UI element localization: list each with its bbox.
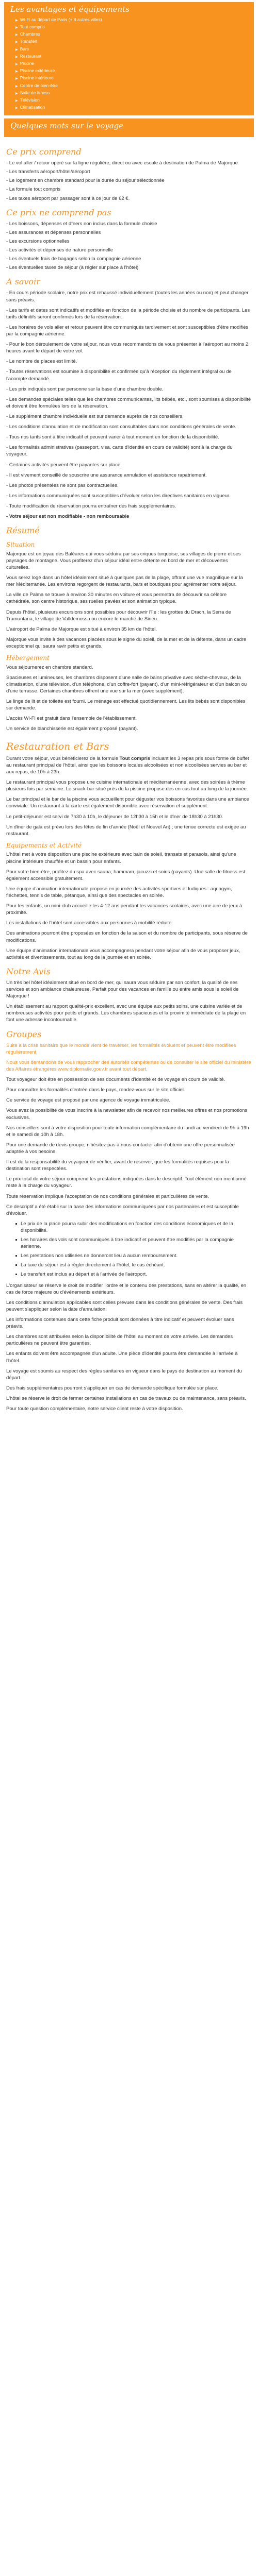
info-paragraph: Ce descriptif a été établi sur la base des informations communiquées par nos partenaires et est susceptible d'évoluer. — [6, 1204, 239, 1216]
accommodation-paragraph: L'accès Wi-Fi est gratuit dans l'ensemble de l'établissement. — [6, 716, 137, 722]
all-inclusive-emphasis: Tout compris — [119, 755, 151, 761]
feature-item — [15, 53, 249, 60]
dining-text — [6, 755, 252, 837]
feature-label: Télévision — [20, 97, 40, 103]
feature-label: Piscine intérieure — [20, 75, 54, 81]
info-bullet-list — [6, 1221, 252, 1278]
location-title: Situation — [6, 541, 35, 549]
groups-title: Groupes — [6, 1029, 42, 1039]
feature-item — [15, 16, 249, 24]
good-to-know-paragraph: - Les horaires de vols aller et retour peuvent être communiqués tardivement et sont susceptibles d'être modifiés par la compagnie aérienne. — [6, 324, 249, 337]
our-opinion-title: Notre Avis — [6, 966, 51, 976]
arrow-icon: ▶ — [15, 19, 18, 22]
arrow-icon: ▶ — [15, 33, 18, 37]
good-to-know-paragraph: - Les conditions d'annulation et de modification sont consultables dans nos conditions générales de vente. — [6, 424, 236, 430]
dining-paragraph: Le petit-déjeuner est servi de 7h30 à 10h, le déjeuner de 12h30 à 15h et le dîner de 18h30 à 21h30. — [6, 814, 223, 820]
info-text-2 — [6, 1282, 252, 1413]
location-paragraph: La ville de Palma se trouve à environ 30 minutes en voiture et vous permettra de découvrir sa célèbre cathédrale, son centre historique, ses ruelles pavées et son animation typique. — [6, 592, 227, 605]
good-to-know-title: A savoir — [6, 277, 40, 287]
not-included-line: - Les excursions optionnelles — [6, 238, 70, 244]
groups-paragraph: Pour connaître les formalités d'entrée dans le pays, rendez-vous sur le site officiel. — [6, 1087, 185, 1093]
arrow-icon: ▶ — [15, 84, 18, 88]
good-to-know-paragraph: - Les informations communiquées sont susceptibles d'évoluer selon les directives sanitaires en vigueur. — [6, 493, 231, 499]
feature-item — [15, 60, 249, 67]
good-to-know-paragraph: - En cours période scolaire, notre prix est rehaussé individuellement (toutes les années ou non) et peut changer sans préavis. — [6, 290, 249, 303]
info-paragraph: Le voyage est soumis au respect des règles sanitaires en vigueur dans le pays de destination au moment du départ. — [6, 1368, 242, 1381]
location-paragraph: Vous serez logé dans un hôtel idéalement situé à quelques pas de la plage, offrant une vue magnifique sur la mer Méditerranée. Les environs regorgent de restaurants, bars et boutiques pour agrémenter votre séjour. — [6, 575, 243, 588]
good-to-know-paragraph: - Tous nos tarifs sont à titre indicatif et peuvent varier à tout moment en fonction de la disponibilité. — [6, 434, 219, 440]
arrow-icon: ▶ — [15, 77, 18, 81]
summary-title: Résumé — [6, 526, 40, 536]
facilities-title: Equipements et Activité — [6, 841, 82, 849]
dining-paragraph: Un dîner de gala est prévu lors des fêtes de fin d'année (Noël et Nouvel An) ; une tenue correcte est exigée au restaurant. — [6, 824, 246, 837]
feature-label: Chambres — [20, 31, 40, 37]
good-to-know-paragraph: - Pour le bon déroulement de votre séjour, nous vous recommandons de vous présenter à l'aéroport au moins 2 heures avant le départ de votre vol. — [6, 342, 249, 354]
facilities-text — [6, 851, 252, 960]
info-paragraph: Les enfants doivent être accompagnés d'un adulte. Une pièce d'identité pourra être demandée à l'arrivée à l'hôtel. — [6, 1351, 238, 1364]
feature-label: Climatisation — [20, 105, 45, 110]
opinion-paragraph: Un établissement au rapport qualité-prix excellent, avec une équipe aux petits soins, une cuisine variée et de nombreuses activités pour petits et grands. Les chambres spacieuses et la proximité immédiate de la plage en font une adresse incontournable. — [6, 1004, 246, 1023]
feature-item — [15, 67, 249, 75]
good-to-know-paragraph: - Les formalités administratives (passeport, visa, carte d'identité en cours de validité) sont à la charge du voyageur. — [6, 445, 233, 457]
facilities-paragraph: Une équipe d'animation internationale vous accompagnera pendant votre séjour afin de vous proposer jeux, activités et divertissements, tout au long de la journée et en soirée. — [6, 947, 240, 960]
info-paragraph: Pour une demande de devis groupe, n'hésitez pas à nous contacter afin d'obtenir une offre personnalisée adaptée à vos besoins. — [6, 1142, 235, 1155]
info-text — [6, 1107, 252, 1216]
dining-paragraph: Durant votre séjour, vous bénéficierez de la formule Tout compris incluant les 3 repas pris sous forme de buffet au restaurant principal de l'hôtel, ainsi que les boissons locales alcoolisées et non alcoolisées servies au bar et aux repas, de 10h à 23h. — [6, 755, 249, 775]
included-title: Ce prix comprend — [6, 147, 82, 157]
feature-label: Wi-Fi au départ de Paris (+ 8 autres villes) — [20, 16, 102, 22]
included-line: - Les taxes aéroport par passager sont à ce jour de 62 €. — [6, 195, 130, 201]
trip-intro-title: Quelques mots sur le voyage — [10, 121, 124, 131]
not-included-line: - Les éventuelles taxes de séjour (à régler sur place à l'hôtel) — [6, 265, 139, 271]
info-paragraph: Il est de la responsabilité du voyageur de vérifier, avant de réserver, que les formalités requises pour la destination sont respectées. — [6, 1159, 229, 1172]
groups-paragraph: Tout voyageur doit être en possession de ses documents d'identité et de voyage en cours de validité. — [6, 1077, 225, 1083]
facilities-paragraph: Pour les enfants, un mini-club accueille les 4-12 ans pendant les vacances scolaires, avec une aire de jeux à proximité. — [6, 903, 243, 916]
info-bullet: Le prix de la place pourra subir des modifications en fonction des conditions économiques et de la disponibilité. — [21, 1221, 252, 1234]
trip-intro-box — [4, 118, 254, 137]
accommodation-paragraph: Le linge de lit et de toilette est fourni. Le ménage est effectué quotidiennement. Les lits bébés sont disponibles sur demande. — [6, 699, 246, 711]
info-bullet: Les prestations non utilisées ne donneront lieu à aucun remboursement. — [21, 1252, 252, 1259]
included-line: - Les transferts aéroport/hôtel/aéroport — [6, 169, 90, 175]
accommodation-paragraph: Spacieuses et lumineuses, les chambres disposent d'une salle de bains privative avec sèche-cheveux, de la climatisation, d'une télévision, d'un téléphone, d'un coffre-fort (payant), d'un mini-réfrigérateur et d'un balcon ou d'une terrasse. Certaines chambres offrent une vue sur la mer (avec supplément). — [6, 674, 247, 694]
feature-label: Transfert — [20, 39, 38, 44]
main-content — [0, 137, 258, 1426]
info-paragraph: L'organisateur se réserve le droit de modifier l'ordre et le contenu des prestations, sans en altérer la qualité, en cas de force majeure ou d'événements extérieurs. — [6, 1282, 247, 1295]
arrow-icon: ▶ — [15, 70, 18, 74]
info-bullet: Le transfert est inclus au départ et à l'arrivée de l'aéroport. — [21, 1271, 252, 1278]
facilities-paragraph: Les installations de l'hôtel sont accessibles aux personnes à mobilité réduite. — [6, 920, 173, 926]
good-to-know-list — [6, 290, 252, 520]
not-included-line: - Les boissons, dépenses et dîners non inclus dans la formule choisie — [6, 221, 157, 227]
info-paragraph: Les informations contenues dans cette fiche produit sont données à titre indicatif et peuvent évoluer sans préavis. — [6, 1317, 234, 1330]
dining-paragraph: Le bar principal et le bar de la piscine vous accueillent pour déguster vos boissons favorites dans une ambiance conviviale. Un restaurant à la carte est également disponible avec réservation et supplément. — [6, 796, 249, 809]
info-bullet: La taxe de séjour est à régler directement à l'hôtel, le cas échéant. — [21, 1262, 252, 1268]
info-paragraph: L'hôtel se réserve le droit de fermer certaines installations en cas de travaux ou de maintenance, sans préavis. — [6, 1396, 246, 1402]
good-to-know-paragraph: - Certaines activités peuvent être payantes sur place. — [6, 462, 122, 468]
features-box — [4, 2, 254, 115]
not-included-line: - Les assurances et dépenses personnelles — [6, 229, 101, 235]
good-to-know-paragraph: - Les tarifs et dates sont indicatifs et modifiés en fonction de la période choisie et du nombre de participants. Les tarifs définitifs seront confirmés lors de la réservation. — [6, 307, 250, 320]
facilities-paragraph: L'hôtel met à votre disposition une piscine extérieure avec bain de soleil, transats et parasols, ainsi qu'une piscine intérieure chauffée et un bassin pour enfants. — [6, 852, 236, 865]
not-included-line: - Les activités et dépenses de nature personnelle — [6, 247, 114, 253]
info-paragraph: Le prix total de votre séjour comprend les prestations indiquées dans le descriptif. Tout élément non mentionné reste à la charge du voyageur. — [6, 1176, 247, 1189]
feature-label: Centre de bien-être — [20, 82, 58, 88]
feature-item — [15, 104, 249, 111]
feature-label: Piscine — [20, 60, 35, 66]
info-paragraph: Toute réservation implique l'acceptation de nos conditions générales et particulières de vente. — [6, 1193, 209, 1199]
groups-text — [6, 1042, 252, 1104]
facilities-paragraph: Une équipe d'animation internationale propose en journée des activités sportives et ludiques : aquagym, fléchettes, tennis de table, pétanque, ainsi que des spectacles en soirée. — [6, 886, 232, 899]
included-line: - Le vol aller / retour opéré sur la ligne régulière, direct ou avec escale à destination de Palma de Majorque — [6, 160, 238, 166]
location-text — [6, 551, 252, 650]
groups-paragraph: Nous vous demandons de vous rapprocher des autorités compétentes ou de consulter le site officiel du ministère des Affaires étrangères www.diplomatie.gouv.fr avant tout départ. — [6, 1059, 251, 1072]
feature-label: Salle de fitness — [20, 90, 50, 95]
accommodation-text — [6, 664, 252, 733]
location-paragraph: Majorque vous invite à des vacances placées sous le signe du soleil, de la mer et de la détente, dans un cadre exceptionnel qui saura ravir petits et grands. — [6, 636, 247, 650]
features-title: Les avantages et équipements — [10, 5, 130, 14]
good-to-know-paragraph: - Le nombre de places est limité. — [6, 359, 77, 365]
facilities-paragraph: Pour votre bien-être, profitez du spa avec sauna, hammam, jacuzzi et soins (payants). Une salle de fitness est également accessible gratuitement. — [6, 869, 246, 882]
groups-paragraph: Suite à la crise sanitaire que le monde vient de traverser, les formalités évoluent et peuvent être modifiées régulièrement. — [6, 1042, 236, 1055]
good-to-know-paragraph: - Votre séjour est non modifiable - non remboursable — [6, 514, 130, 520]
feature-label: Bars — [20, 46, 29, 52]
accommodation-paragraph: Vous séjournerez en chambre standard. — [6, 664, 93, 670]
not-included-list — [6, 221, 252, 272]
info-paragraph: Nos conseillers sont à votre disposition pour toute information complémentaire du lundi au vendredi de 9h à 19h et le samedi de 10h à 18h. — [6, 1125, 249, 1138]
facilities-paragraph: Des animations pourront être proposées en fonction de la saison et du nombre de participants, sous réserve de modifications. — [6, 930, 248, 943]
location-paragraph: L'aéroport de Palma de Majorque est situé à environ 35 km de l'hôtel. — [6, 626, 157, 632]
arrow-icon: ▶ — [15, 26, 18, 29]
arrow-icon: ▶ — [15, 55, 18, 59]
info-paragraph: Des frais supplémentaires pourront s'appliquer en cas de demande spécifique formulée sur place. — [6, 1385, 219, 1391]
accommodation-paragraph: Un service de blanchisserie est également proposé (payant). — [6, 726, 138, 732]
arrow-icon: ▶ — [15, 62, 18, 66]
feature-item — [15, 24, 249, 31]
included-line: - Le logement en chambre standard pour la durée du séjour sélectionnée — [6, 178, 165, 184]
good-to-know-paragraph: - Le supplément chambre individuelle est sur demande auprès de nos conseillers. — [6, 413, 184, 419]
arrow-icon: ▶ — [15, 99, 18, 103]
included-list — [6, 160, 252, 202]
feature-label: Restaurant — [20, 53, 42, 59]
good-to-know-paragraph: - Les prix indiqués sont par personne sur la base d'une chambre double. — [6, 386, 164, 392]
feature-item — [15, 31, 249, 38]
our-opinion-text — [6, 979, 252, 1024]
good-to-know-paragraph: - Les demandes spéciales telles que les chambres communicantes, lits bébés, etc., sont soumises à disponibilité et doivent être formulées lors de la réservation. — [6, 396, 251, 409]
dining-title: Restauration et Bars — [6, 740, 109, 752]
info-paragraph: Pour toute question complémentaire, notre service client reste à votre disposition. — [6, 1406, 183, 1412]
feature-label: Piscine extérieure — [20, 68, 55, 74]
feature-item — [15, 75, 249, 82]
good-to-know-paragraph: - Il est vivement conseillé de souscrire une assurance annulation et assistance rapatriement. — [6, 472, 207, 478]
info-paragraph: Les conditions d'annulation applicables sont celles prévues dans les conditions générales de vente. Des frais peuvent s'appliquer selon la date d'annulation. — [6, 1299, 243, 1312]
feature-item — [15, 90, 249, 97]
good-to-know-paragraph: - Les photos présentées ne sont pas contractuelles. — [6, 482, 119, 488]
good-to-know-paragraph: - Toute modification de réservation pourra entraîner des frais supplémentaires. — [6, 503, 176, 509]
not-included-title: Ce prix ne comprend pas — [6, 207, 111, 217]
arrow-icon: ▶ — [15, 107, 18, 110]
info-paragraph: Vous avez la possibilité de vous inscrire à la newsletter afin de recevoir nos meilleures offres et nos promotions exclusives. — [6, 1108, 248, 1121]
feature-item — [15, 97, 249, 104]
location-paragraph: Depuis l'hôtel, plusieurs excursions sont possibles pour découvrir l'île : les grottes du Drach, la Serra de Tramuntana, le village de Valldemossa ou encore le marché de Sineu. — [6, 609, 231, 622]
arrow-icon: ▶ — [15, 48, 18, 52]
features-list — [10, 16, 249, 112]
opinion-paragraph: Un très bel hôtel idéalement situé en bord de mer, qui saura vous séduire par son confort, la qualité de ses services et son ambiance chaleureuse. Parfait pour des vacances en famille ou entre amis sous le soleil de Majorque ! — [6, 979, 239, 999]
accommodation-title: Hébergement — [6, 654, 50, 662]
included-line: - La formule tout compris — [6, 187, 61, 193]
location-paragraph: Majorque est un joyau des Baléares qui vous séduira par ses criques turquoise, ses villages de pierre et ses paysages de montagne. Vous profiterez d'un séjour idéal entre détente en bord de mer et découvertes culturelles. — [6, 551, 241, 571]
arrow-icon: ▶ — [15, 92, 18, 95]
feature-item — [15, 38, 249, 45]
dining-paragraph: Le restaurant principal vous propose une cuisine internationale et méditerranéenne, avec des soirées à thème plusieurs fois par semaine. Le snack-bar situé près de la piscine propose des en-cas tout au long de la journée. — [6, 779, 248, 792]
good-to-know-paragraph: - Toutes réservations est soumise à disponibilité et confirmée qu'à réception du règlement intégral ou de l'acompte demandé. — [6, 369, 232, 382]
info-bullet: Les horaires des vols sont communiqués à titre indicatif et peuvent être modifiés par la compagnie aérienne. — [21, 1236, 252, 1250]
feature-label: Tout compris — [20, 24, 45, 29]
not-included-line: - Les éventuels frais de bagages selon la compagnie aérienne — [6, 256, 141, 262]
groups-paragraph: Ce service de voyage est proposé par une agence de voyage immatriculée. — [6, 1097, 170, 1104]
feature-item — [15, 82, 249, 90]
feature-item — [15, 46, 249, 53]
info-paragraph: Les chambres sont attribuées selon la disponibilité de l'hôtel au moment de votre arrivée. Les demandes particulières ne peuvent être garanties. — [6, 1334, 233, 1347]
arrow-icon: ▶ — [15, 41, 18, 44]
